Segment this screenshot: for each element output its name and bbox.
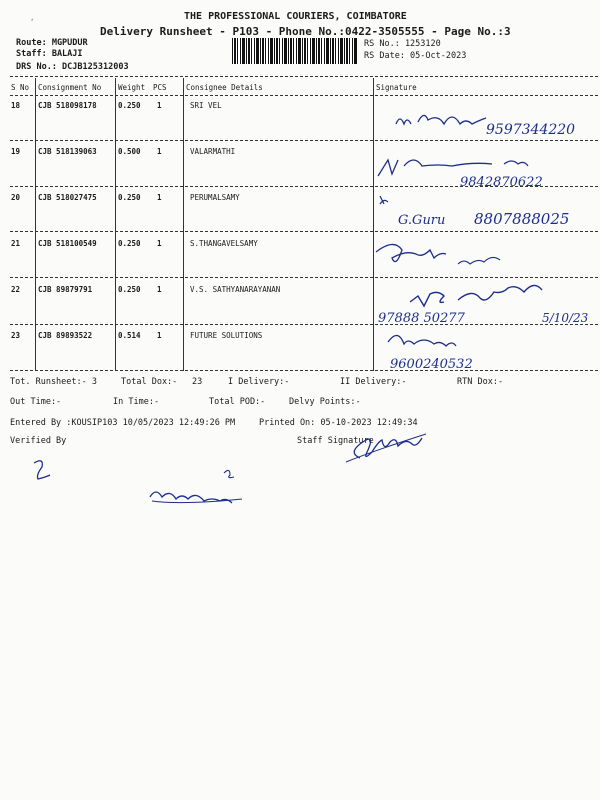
handwritten-phone: 8807888025 (474, 210, 570, 228)
col-divider (115, 78, 116, 371)
row-sno: 23 (11, 331, 21, 340)
col-divider (35, 78, 36, 371)
row-pcs: 1 (157, 147, 162, 156)
scan-mark: , (30, 13, 35, 22)
barcode-image (232, 38, 357, 64)
row-consignee: VALARMATHI (190, 147, 236, 156)
row-pcs: 1 (157, 193, 162, 202)
col-header-consignee: Consignee Details (186, 83, 263, 92)
row-pcs: 1 (157, 101, 162, 110)
in-time: In Time:- (113, 397, 160, 407)
row-pcs: 1 (157, 331, 162, 340)
row-consignment: CJB 518100549 (38, 239, 97, 248)
delvy-points: Delvy Points:- (289, 397, 361, 407)
row-consignment: CJB 518139063 (38, 147, 97, 156)
handwritten-phone: 9600240532 (390, 357, 473, 372)
row-weight: 0.250 (118, 101, 141, 110)
route-label: Route: MGPUDUR (16, 38, 88, 48)
handwritten-phone: 9597344220 (486, 122, 576, 138)
row-consignee: S.THANGAVELSAMY (190, 239, 258, 248)
signature-ink-layer (374, 96, 598, 372)
total-dox-label: Total Dox:- (121, 377, 178, 387)
row-consignment: CJB 518098178 (38, 101, 97, 110)
row-sno: 19 (11, 147, 21, 156)
row-consignment: CJB 518027475 (38, 193, 97, 202)
total-dox-value: 23 (192, 377, 203, 387)
tot-runsheet: Tot. Runsheet:- 3 (10, 377, 97, 387)
row-consignee: PERUMALSAMY (190, 193, 240, 202)
row-consignee: SRI VEL (190, 101, 222, 110)
staff-signature-ink (340, 428, 430, 468)
staff-label: Staff: BALAJI (16, 49, 83, 59)
printed-on: Printed On: 05-10-2023 12:49:34 (259, 418, 418, 428)
col-header-pcs: PCS (153, 83, 167, 92)
handwritten-phone: 9842870622 (460, 175, 543, 190)
runsheet-subtitle: Delivery Runsheet - P103 - Phone No.:0422-3505555 - Page No.:3 (100, 25, 511, 38)
row-sno: 22 (11, 285, 21, 294)
rs-date: RS Date: 05-Oct-2023 (364, 51, 467, 61)
row-pcs: 1 (157, 239, 162, 248)
row-pcs: 1 (157, 285, 162, 294)
row-sno: 18 (11, 101, 21, 110)
handwritten-name: G.Guru (398, 213, 446, 228)
staff-signature-label: Staff Signature (297, 436, 374, 446)
row-weight: 0.250 (118, 193, 141, 202)
i-delivery: I Delivery:- (228, 377, 290, 387)
out-time: Out Time:- (10, 397, 62, 407)
row-consignee: FUTURE SOLUTIONS (190, 331, 263, 340)
col-header-sno: S No (11, 83, 30, 92)
row-sno: 21 (11, 239, 21, 248)
row-consignee: V.S. SATHYANARAYANAN (190, 285, 281, 294)
rs-number: RS No.: 1253120 (364, 39, 441, 49)
entered-by: Entered By :KOUSIP103 10/05/2023 12:49:26 PM (10, 418, 236, 428)
ii-delivery: II Delivery:- (340, 377, 407, 387)
row-sno: 20 (11, 193, 21, 202)
handwritten-phone: 97888 50277 (378, 311, 465, 326)
col-header-weight: Weight (118, 83, 146, 92)
handwritten-date: 5/10/23 (542, 311, 589, 325)
verified-by: Verified By (10, 436, 67, 446)
row-weight: 0.250 (118, 285, 141, 294)
drs-number: DRS No.: DCJB125312003 (16, 62, 129, 72)
row-weight: 0.514 (118, 331, 141, 340)
header-top-rule (10, 76, 598, 77)
row-weight: 0.250 (118, 239, 141, 248)
col-header-signature: Signature (376, 83, 417, 92)
col-header-consignment: Consignment No (38, 83, 102, 92)
row-consignment: CJB 89879791 (38, 285, 93, 294)
row-weight: 0.500 (118, 147, 141, 156)
verifier-signature-ink (30, 455, 250, 515)
company-title: THE PROFESSIONAL COURIERS, COIMBATORE (184, 11, 407, 22)
total-pod: Total POD:- (209, 397, 266, 407)
row-consignment: CJB 89893522 (38, 331, 93, 340)
col-divider (183, 78, 184, 371)
rtn-dox: RTN Dox:- (457, 377, 504, 387)
